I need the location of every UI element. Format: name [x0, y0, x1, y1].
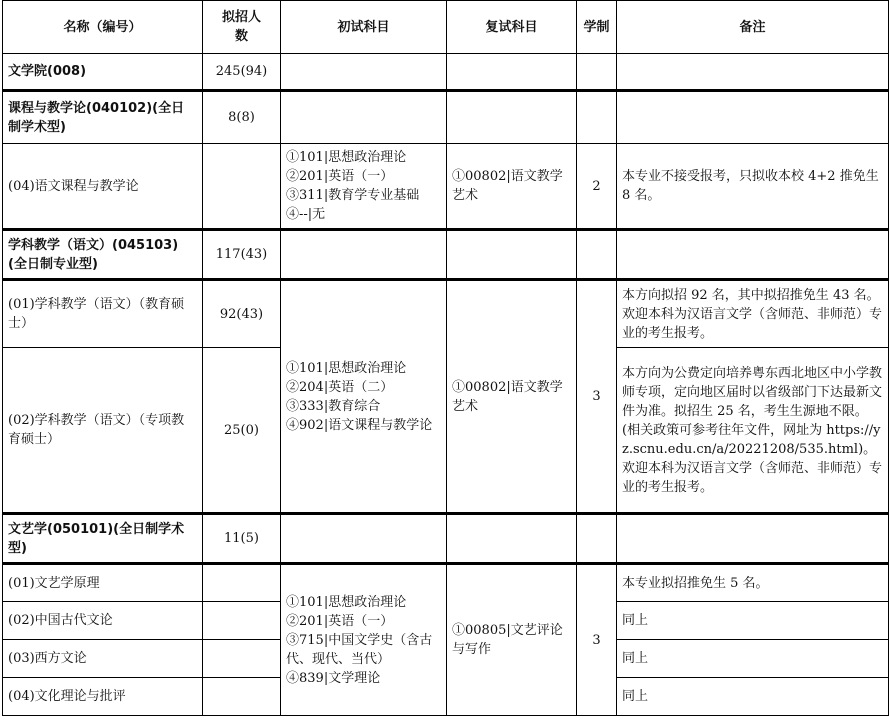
section-row	[3, 514, 889, 564]
first-exam-subjects: ①101|思想政治理论 ②201|英语（一） ③311|教育学专业基础 ④--|无	[281, 144, 447, 230]
study-years: 3	[577, 280, 617, 514]
direction-note: 本方向为公费定向培养粤东西北地区中小学教师专项，定向地区届时以省级部门下达最新文件为准。拟招生 25 名，考生生源地不限。(相关政策可参考往年文件，网址为 https://yz.scnu.edu.cn/a/20221208/535.html)。欢迎本科为汉语言文学（含师范、非师范）专业的考生报考。	[617, 348, 889, 514]
college-name: 文学院(008)	[3, 54, 203, 91]
header-name: 名称（编号）	[3, 1, 203, 54]
study-years: 2	[577, 144, 617, 230]
direction-note: 同上	[617, 602, 889, 640]
direction-name: (02)学科教学（语文）（专项教育硕士）	[3, 348, 203, 514]
header-retest: 复试科目	[447, 1, 577, 54]
section-row	[3, 230, 889, 280]
header-notes: 备注	[617, 1, 889, 54]
direction-note: 本专业不接受报考，只拟收本校 4+2 推免生 8 名。	[617, 144, 889, 230]
direction-name: (04)文化理论与批评	[3, 678, 203, 716]
header-years: 学制	[577, 1, 617, 54]
header-first-exam: 初试科目	[281, 1, 447, 54]
retest-subject: ①00805|文艺评论与写作	[447, 564, 577, 716]
section-quota: 8(8)	[203, 91, 281, 144]
first-exam-subjects: ①101|思想政治理论 ②201|英语（一） ③715|中国文学史（含古代、现代、当代） ④839|文学理论	[281, 564, 447, 716]
direction-row	[3, 144, 889, 230]
section-quota: 11(5)	[203, 514, 281, 564]
direction-quota: 25(0)	[203, 348, 281, 514]
section-name: 学科教学（语文）(045103)(全日制专业型)	[3, 230, 203, 280]
section-name: 文艺学(050101)(全日制学术型)	[3, 514, 203, 564]
header-row	[3, 1, 889, 54]
direction-row	[3, 564, 889, 602]
section-quota: 117(43)	[203, 230, 281, 280]
direction-quota: 92(43)	[203, 280, 281, 348]
direction-note: 同上	[617, 678, 889, 716]
direction-note: 本专业拟招推免生 5 名。	[617, 564, 889, 602]
header-quota: 拟招人数	[203, 1, 281, 54]
direction-note: 本方向拟招 92 名，其中拟招推免生 43 名。欢迎本科为汉语言文学（含师范、非师范）专业的考生报考。	[617, 280, 889, 348]
direction-name: (03)西方文论	[3, 640, 203, 678]
direction-row	[3, 280, 889, 348]
admissions-table	[2, 0, 889, 716]
section-row	[3, 91, 889, 144]
retest-subject: ①00802|语文教学艺术	[447, 280, 577, 514]
direction-name: (02)中国古代文论	[3, 602, 203, 640]
study-years: 3	[577, 564, 617, 716]
direction-note: 同上	[617, 640, 889, 678]
college-quota: 245(94)	[203, 54, 281, 91]
first-exam-subjects: ①101|思想政治理论 ②204|英语（二） ③333|教育综合 ④902|语文课程与教学论	[281, 280, 447, 514]
direction-name: (04)语文课程与教学论	[3, 144, 203, 230]
direction-name: (01)文艺学原理	[3, 564, 203, 602]
college-row	[3, 54, 889, 91]
section-name: 课程与教学论(040102)(全日制学术型)	[3, 91, 203, 144]
retest-subject: ①00802|语文教学艺术	[447, 144, 577, 230]
direction-name: (01)学科教学（语文）（教育硕士）	[3, 280, 203, 348]
